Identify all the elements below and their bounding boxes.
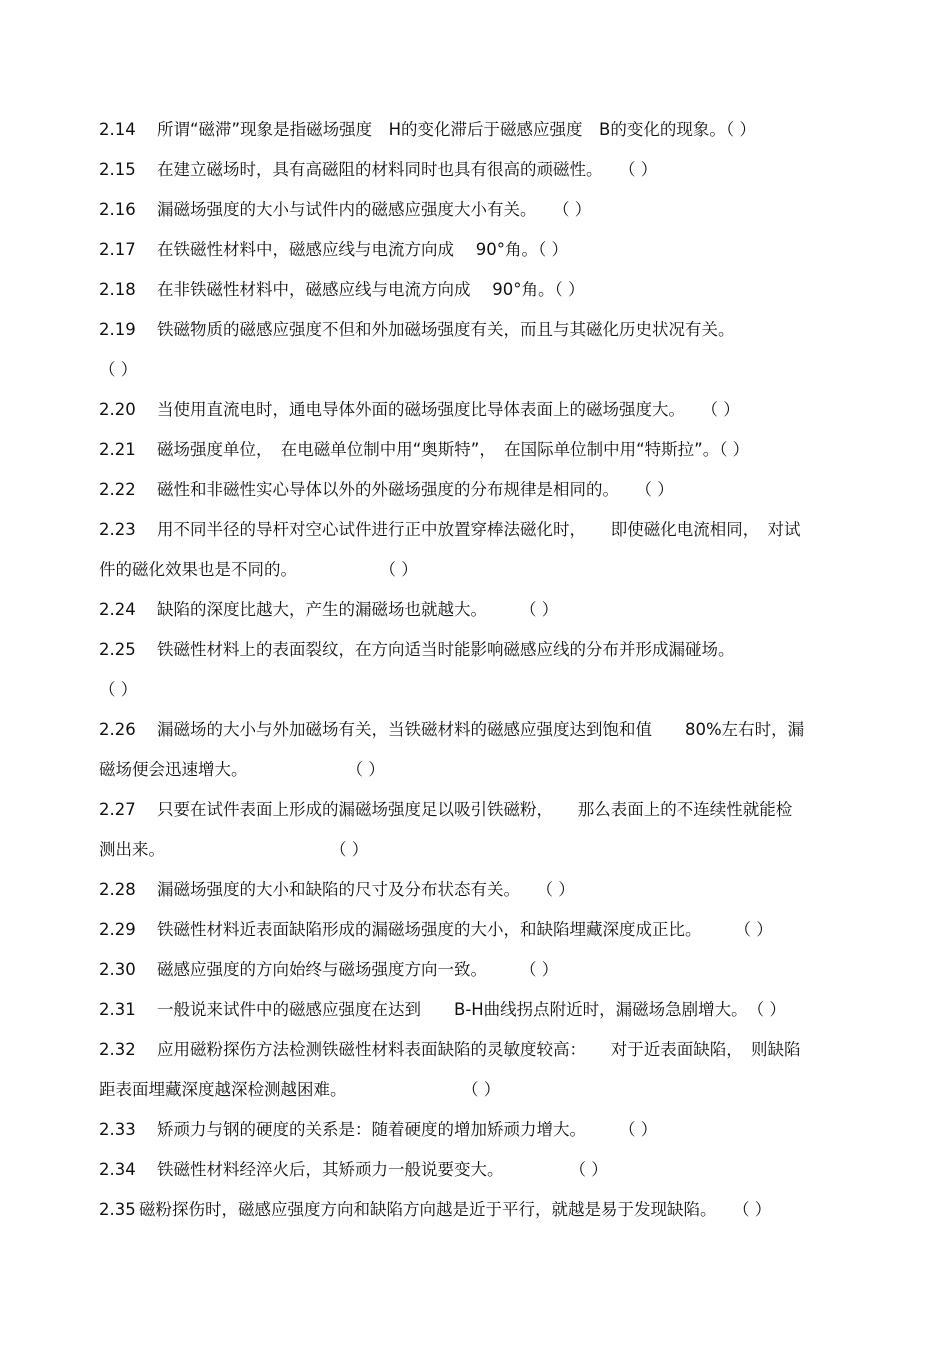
question-2-25 (99, 630, 859, 670)
question-number: 2.24 (99, 600, 136, 619)
question-text: 漏磁场强度的大小与试件内的磁感应强度大小有关。 （ ） (157, 200, 592, 219)
question-number: 2.25 (99, 640, 136, 659)
question-2-19 (99, 310, 859, 350)
question-number: 2.21 (99, 440, 136, 459)
question-text: 铁磁性材料近表面缺陷形成的漏磁场强度的大小，和缺陷埋藏深度成正比。 （ ） (157, 920, 773, 939)
question-2-26-continued: 磁场便会迅速增大。 （ ） (99, 760, 385, 779)
question-2-23 (99, 510, 859, 550)
question-2-25-answer: （ ） (99, 680, 138, 699)
question-number: 2.16 (99, 200, 136, 219)
question-2-30 (99, 950, 859, 990)
question-number: 2.20 (99, 400, 136, 419)
question-number: 2.14 (99, 120, 136, 139)
question-number: 2.26 (99, 720, 136, 739)
question-2-28 (99, 870, 859, 910)
question-number: 2.18 (99, 280, 136, 299)
question-text: 在非铁磁性材料中，磁感应线与电流方向成 90°角。（ ） (157, 280, 585, 299)
question-2-27 (99, 790, 859, 830)
question-2-23-continued: 件的磁化效果也是不同的。 （ ） (99, 560, 418, 579)
question-2-20 (99, 390, 859, 430)
question-text: 磁性和非磁性实心导体以外的外磁场强度的分布规律是相同的。 （ ） (157, 480, 674, 499)
question-2-27-continued: 测出来。 （ ） (99, 840, 369, 859)
question-number: 2.27 (99, 800, 136, 819)
question-2-32 (99, 1030, 859, 1070)
question-2-33 (99, 1110, 859, 1150)
question-number: 2.31 (99, 1000, 136, 1019)
question-2-15 (99, 150, 859, 190)
question-number: 2.22 (99, 480, 136, 499)
question-2-31 (99, 990, 859, 1030)
question-number: 2.29 (99, 920, 136, 939)
question-text: 漏磁场的大小与外加磁场有关，当铁磁材料的磁感应强度达到饱和值 80%左右时，漏 (157, 720, 805, 739)
question-2-19-answer: （ ） (99, 360, 138, 379)
question-2-26 (99, 710, 859, 750)
question-number: 2.33 (99, 1120, 136, 1139)
question-2-34 (99, 1150, 859, 1190)
question-2-24 (99, 590, 859, 630)
question-text: 应用磁粉探伤方法检测铁磁性材料表面缺陷的灵敏度较高： 对于近表面缺陷， 则缺陷 (157, 1040, 801, 1059)
question-text: 在建立磁场时，具有高磁阻的材料同时也具有很高的顽磁性。 （ ） (157, 160, 658, 179)
question-text: 磁感应强度的方向始终与磁场强度方向一致。 （ ） (157, 960, 559, 979)
question-text: 只要在试件表面上形成的漏磁场强度足以吸引铁磁粉， 那么表面上的不连续性就能检 (157, 800, 793, 819)
question-text: 在铁磁性材料中，磁感应线与电流方向成 90°角。（ ） (157, 240, 568, 259)
question-2-35 (99, 1190, 859, 1230)
question-number: 2.23 (99, 520, 136, 539)
question-text: 铁磁物质的磁感应强度不但和外加磁场强度有关，而且与其磁化历史状况有关。 (157, 320, 735, 339)
question-text: 矫顽力与钢的硬度的关系是：随着硬度的增加矫顽力增大。 （ ） (157, 1120, 658, 1139)
question-text: 用不同半径的导杆对空心试件进行正中放置穿棒法磁化时， 即使磁化电流相同， 对试 (157, 520, 801, 539)
question-2-21 (99, 430, 859, 470)
question-text: 缺陷的深度比越大，产生的漏磁场也就越大。 （ ） (157, 600, 559, 619)
question-text: 漏磁场强度的大小和缺陷的尺寸及分布状态有关。 （ ） (157, 880, 575, 899)
question-2-32-continued: 距表面埋藏深度越深检测越困难。 （ ） (99, 1080, 501, 1099)
question-number: 2.17 (99, 240, 136, 259)
question-number: 2.35 (99, 1200, 136, 1219)
question-2-29 (99, 910, 859, 950)
question-text: 磁粉探伤时，磁感应强度方向和缺陷方向越是近于平行，就越是易于发现缺陷。 （ ） (139, 1200, 772, 1219)
question-text: 一般说来试件中的磁感应强度在达到 B-H曲线拐点附近时，漏磁场急剧增大。 （ ） (157, 1000, 786, 1019)
question-text: 磁场强度单位， 在电磁单位制中用“奥斯特”， 在国际单位制中用“特斯拉”。（ ） (157, 440, 750, 459)
question-2-18 (99, 270, 859, 310)
question-number: 2.32 (99, 1040, 136, 1059)
question-number: 2.19 (99, 320, 136, 339)
question-text: 铁磁性材料经淬火后，其矫顽力一般说要变大。 （ ） (157, 1160, 608, 1179)
question-2-22 (99, 470, 859, 510)
question-2-16 (99, 190, 859, 230)
question-2-14 (99, 110, 859, 150)
question-number: 2.15 (99, 160, 136, 179)
question-number: 2.34 (99, 1160, 136, 1179)
question-2-17 (99, 230, 859, 270)
question-text: 当使用直流电时，通电导体外面的磁场强度比导体表面上的磁场强度大。 （ ） (157, 400, 740, 419)
question-number: 2.30 (99, 960, 136, 979)
question-text: 所谓“磁滞”现象是指磁场强度 H的变化滞后于磁感应强度 B的变化的现象。（ ） (157, 120, 756, 139)
question-number: 2.28 (99, 880, 136, 899)
question-text: 铁磁性材料上的表面裂纹，在方向适当时能影响磁感应线的分布并形成漏碰场。 (157, 640, 735, 659)
